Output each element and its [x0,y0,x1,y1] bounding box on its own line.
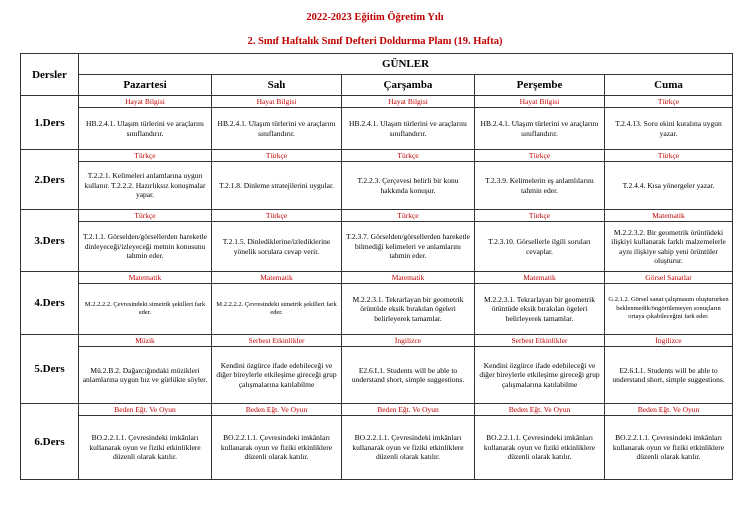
subject-label: Hayat Bilgisi [475,96,604,108]
objective-text: T.2.2.1. Kelimeleri anlamlarına uygun kullanır. T.2.2.2. Hazırlıksız konuşmalar yapar. [84,171,206,200]
weekly-plan-table [20,53,733,480]
objective-text: M.2.2.3.2. Bir geometrik örüntüdeki ilişkiyi kullanarak farklı malzemelerle aynı ilişkiye sahip yeni örüntüler oluşturur. [611,227,726,265]
plan-cell [212,150,342,210]
subject-label: Hayat Bilgisi [342,96,474,108]
subject-label: Türkçe [475,150,604,162]
objective-text: BO.2.2.1.1. Çevresindeki imkânları kullanarak oyun ve fiziki etkinliklere düzenli olarak katılır. [89,433,201,462]
objective-text: BO.2.2.1.1. Çevresindeki imkânları kullanarak oyun ve fiziki etkinliklere düzenli olarak katılır. [483,433,596,462]
plan-cell [342,335,475,404]
plan-cell [79,210,212,272]
day-header: Salı [212,75,342,96]
day-header: Pazartesi [79,75,212,96]
plan-cell [605,272,733,335]
objective-text: Mü.2.B.2. Dağarcığındaki müzikleri anlamlarına uygun hız ve gürlükte söyler. [82,365,208,384]
objective-text: T.2.3.7. Görselden/görsellerden hareketle bilmediği kelimeleri ve anlamlarını tahmin eder. [346,232,470,261]
objective-text: Kendini özgürce ifade edebileceği ve diğer bireylerle etkileşime gireceği grup çalışmalarına katılabilme [479,360,600,389]
plan-cell [342,272,475,335]
objective-text: M.2.2.3.1. Tekrarlayan bir geometrik örüntüde eksik bırakılan ögeleri belirleyerek tamamlar. [484,294,595,323]
plan-cell [605,335,733,404]
column-header-dersler: Dersler [21,54,79,96]
subject-label: Türkçe [212,150,341,162]
objective-text: BO.2.2.1.1. Çevresindeki imkânları kullanarak oyun ve fiziki etkinliklere düzenli olarak katılır. [612,433,725,462]
objective-text: T.2.3.9. Kelimelerin eş anlamlılarını tahmin eder. [485,176,594,195]
plan-cell [605,150,733,210]
subject-label: Beden Eğt. Ve Oyun [475,404,604,416]
plan-cell [475,150,605,210]
subject-label: Beden Eğt. Ve Oyun [212,404,341,416]
objective-text: Kendini özgürce ifade edebileceği ve diğer bireylerle etkileşime gireceği grup çalışmalarına katılabilme [216,360,337,389]
plan-cell [342,404,475,480]
objective-text: G.2.1.2. Görsel sanat çalışmasını oluştururken beklenmedik/öngörülemeyen sonuçların ortaya çıkabileceğini fark eder. [608,296,729,321]
subject-label: Türkçe [605,150,732,162]
plan-cell [342,96,475,150]
subject-label: Serbest Etkinlikler [212,335,341,347]
objective-text: M.2.2.3.1. Tekrarlayan bir geometrik örüntüde eksik bırakılan ögeleri belirleyerek tamamlar. [352,294,464,323]
subject-label: Türkçe [212,210,341,222]
subject-label: Matematik [79,272,211,284]
document-subtitle: 2. Sınıf Haftalık Sınıf Defteri Doldurma Planı (19. Hafta) [247,36,503,47]
plan-cell [79,404,212,480]
objective-text: HB.2.4.1. Ulaşım türlerini ve araçlarını sınıflandırır. [217,119,336,138]
day-header: Cuma [605,75,733,96]
subject-label: Beden Eğt. Ve Oyun [342,404,474,416]
objective-text: T.2.1.8. Dinleme stratejilerini uygular. [219,180,334,190]
plan-cell [475,96,605,150]
objective-text: HB.2.4.1. Ulaşım türlerini ve araçlarını sınıflandırır. [480,119,599,138]
plan-cell [212,404,342,480]
lesson-label: 4.Ders [21,272,79,335]
plan-cell [605,404,733,480]
subject-label: Türkçe [342,210,474,222]
objective-text: BO.2.2.1.1. Çevresindeki imkânları kullanarak oyun ve fiziki etkinliklere düzenli olarak katılır. [352,433,464,462]
subject-label: Beden Eğt. Ve Oyun [605,404,732,416]
subject-label: İngilizce [605,335,732,347]
plan-cell [79,96,212,150]
subject-label: Hayat Bilgisi [79,96,211,108]
plan-cell [605,210,733,272]
subject-label: Türkçe [342,150,474,162]
lesson-row [21,96,733,150]
lesson-label: 6.Ders [21,404,79,480]
lesson-row [21,404,733,480]
objective-text: HB.2.4.1. Ulaşım türlerini ve araçlarını sınıflandırır. [349,119,467,138]
objective-text: E2.6.L1. Students will be able to understand short, simple suggestions. [612,365,725,384]
objective-text: T.2.2.3. Çerçevesi belirli bir konu hakkında konuşur. [357,176,459,195]
lesson-row [21,150,733,210]
objective-text: T.2.3.10. Görsellerle ilgili soruları cevaplar. [488,237,591,256]
day-header: Perşembe [475,75,605,96]
subject-label: Müzik [79,335,211,347]
plan-cell [605,96,733,150]
objective-text: E2.6.L1. Students will be able to understand short, simple suggestions. [351,365,465,384]
objective-text: T.2.1.1. Görselden/görsellerden hareketle dinleyeceği/izleyeceği metnin konusunu tahmin eder. [83,232,207,261]
objective-text: T.2.1.5. Dinlediklerine/izlediklerine yönelik sorulara cevap verir. [222,237,331,256]
objective-text: HB.2.4.1. Ulaşım türlerini ve araçlarını sınıflandırır. [86,119,204,138]
subject-label: Serbest Etkinlikler [475,335,604,347]
subject-label: Türkçe [475,210,604,222]
objective-text: BO.2.2.1.1. Çevresindeki imkânları kullanarak oyun ve fiziki etkinliklere düzenli olarak katılır. [220,433,333,462]
plan-cell [475,404,605,480]
plan-cell [79,272,212,335]
subject-label: Türkçe [605,96,732,108]
plan-cell [475,272,605,335]
plan-cell [475,210,605,272]
lesson-label: 1.Ders [21,96,79,150]
subject-label: Matematik [605,210,732,222]
subject-label: Hayat Bilgisi [212,96,341,108]
day-header: Çarşamba [342,75,475,96]
lesson-label: 5.Ders [21,335,79,404]
plan-cell [342,210,475,272]
plan-cell [212,335,342,404]
lesson-row [21,210,733,272]
document-title: 2022-2023 Eğitim Öğretim Yılı [306,12,444,23]
lesson-row [21,335,733,404]
subject-label: Beden Eğt. Ve Oyun [79,404,211,416]
lesson-label: 3.Ders [21,210,79,272]
subject-label: Matematik [475,272,604,284]
plan-cell [79,150,212,210]
plan-cell [212,96,342,150]
objective-text: M.2.2.2.2. Çevresindeki simetrik şekilleri fark eder. [216,300,337,316]
column-header-gunler: GÜNLER [79,54,733,75]
subject-label: Türkçe [79,150,211,162]
plan-cell [212,210,342,272]
lesson-label: 2.Ders [21,150,79,210]
objective-text: T.2.4.13. Soru ekini kuralına uygun yazar. [615,119,722,138]
subject-label: Matematik [212,272,341,284]
objective-text: M.2.2.2.2. Çevresindeki simetrik şekilleri fark eder. [84,300,206,316]
plan-cell [342,150,475,210]
subject-label: Görsel Sanatlar [605,272,732,284]
subject-label: Matematik [342,272,474,284]
lesson-row [21,272,733,335]
plan-cell [212,272,342,335]
subject-label: İngilizce [342,335,474,347]
plan-cell [475,335,605,404]
subject-label: Türkçe [79,210,211,222]
plan-cell [79,335,212,404]
objective-text: T.2.4.4. Kısa yönergeler yazar. [622,180,715,190]
